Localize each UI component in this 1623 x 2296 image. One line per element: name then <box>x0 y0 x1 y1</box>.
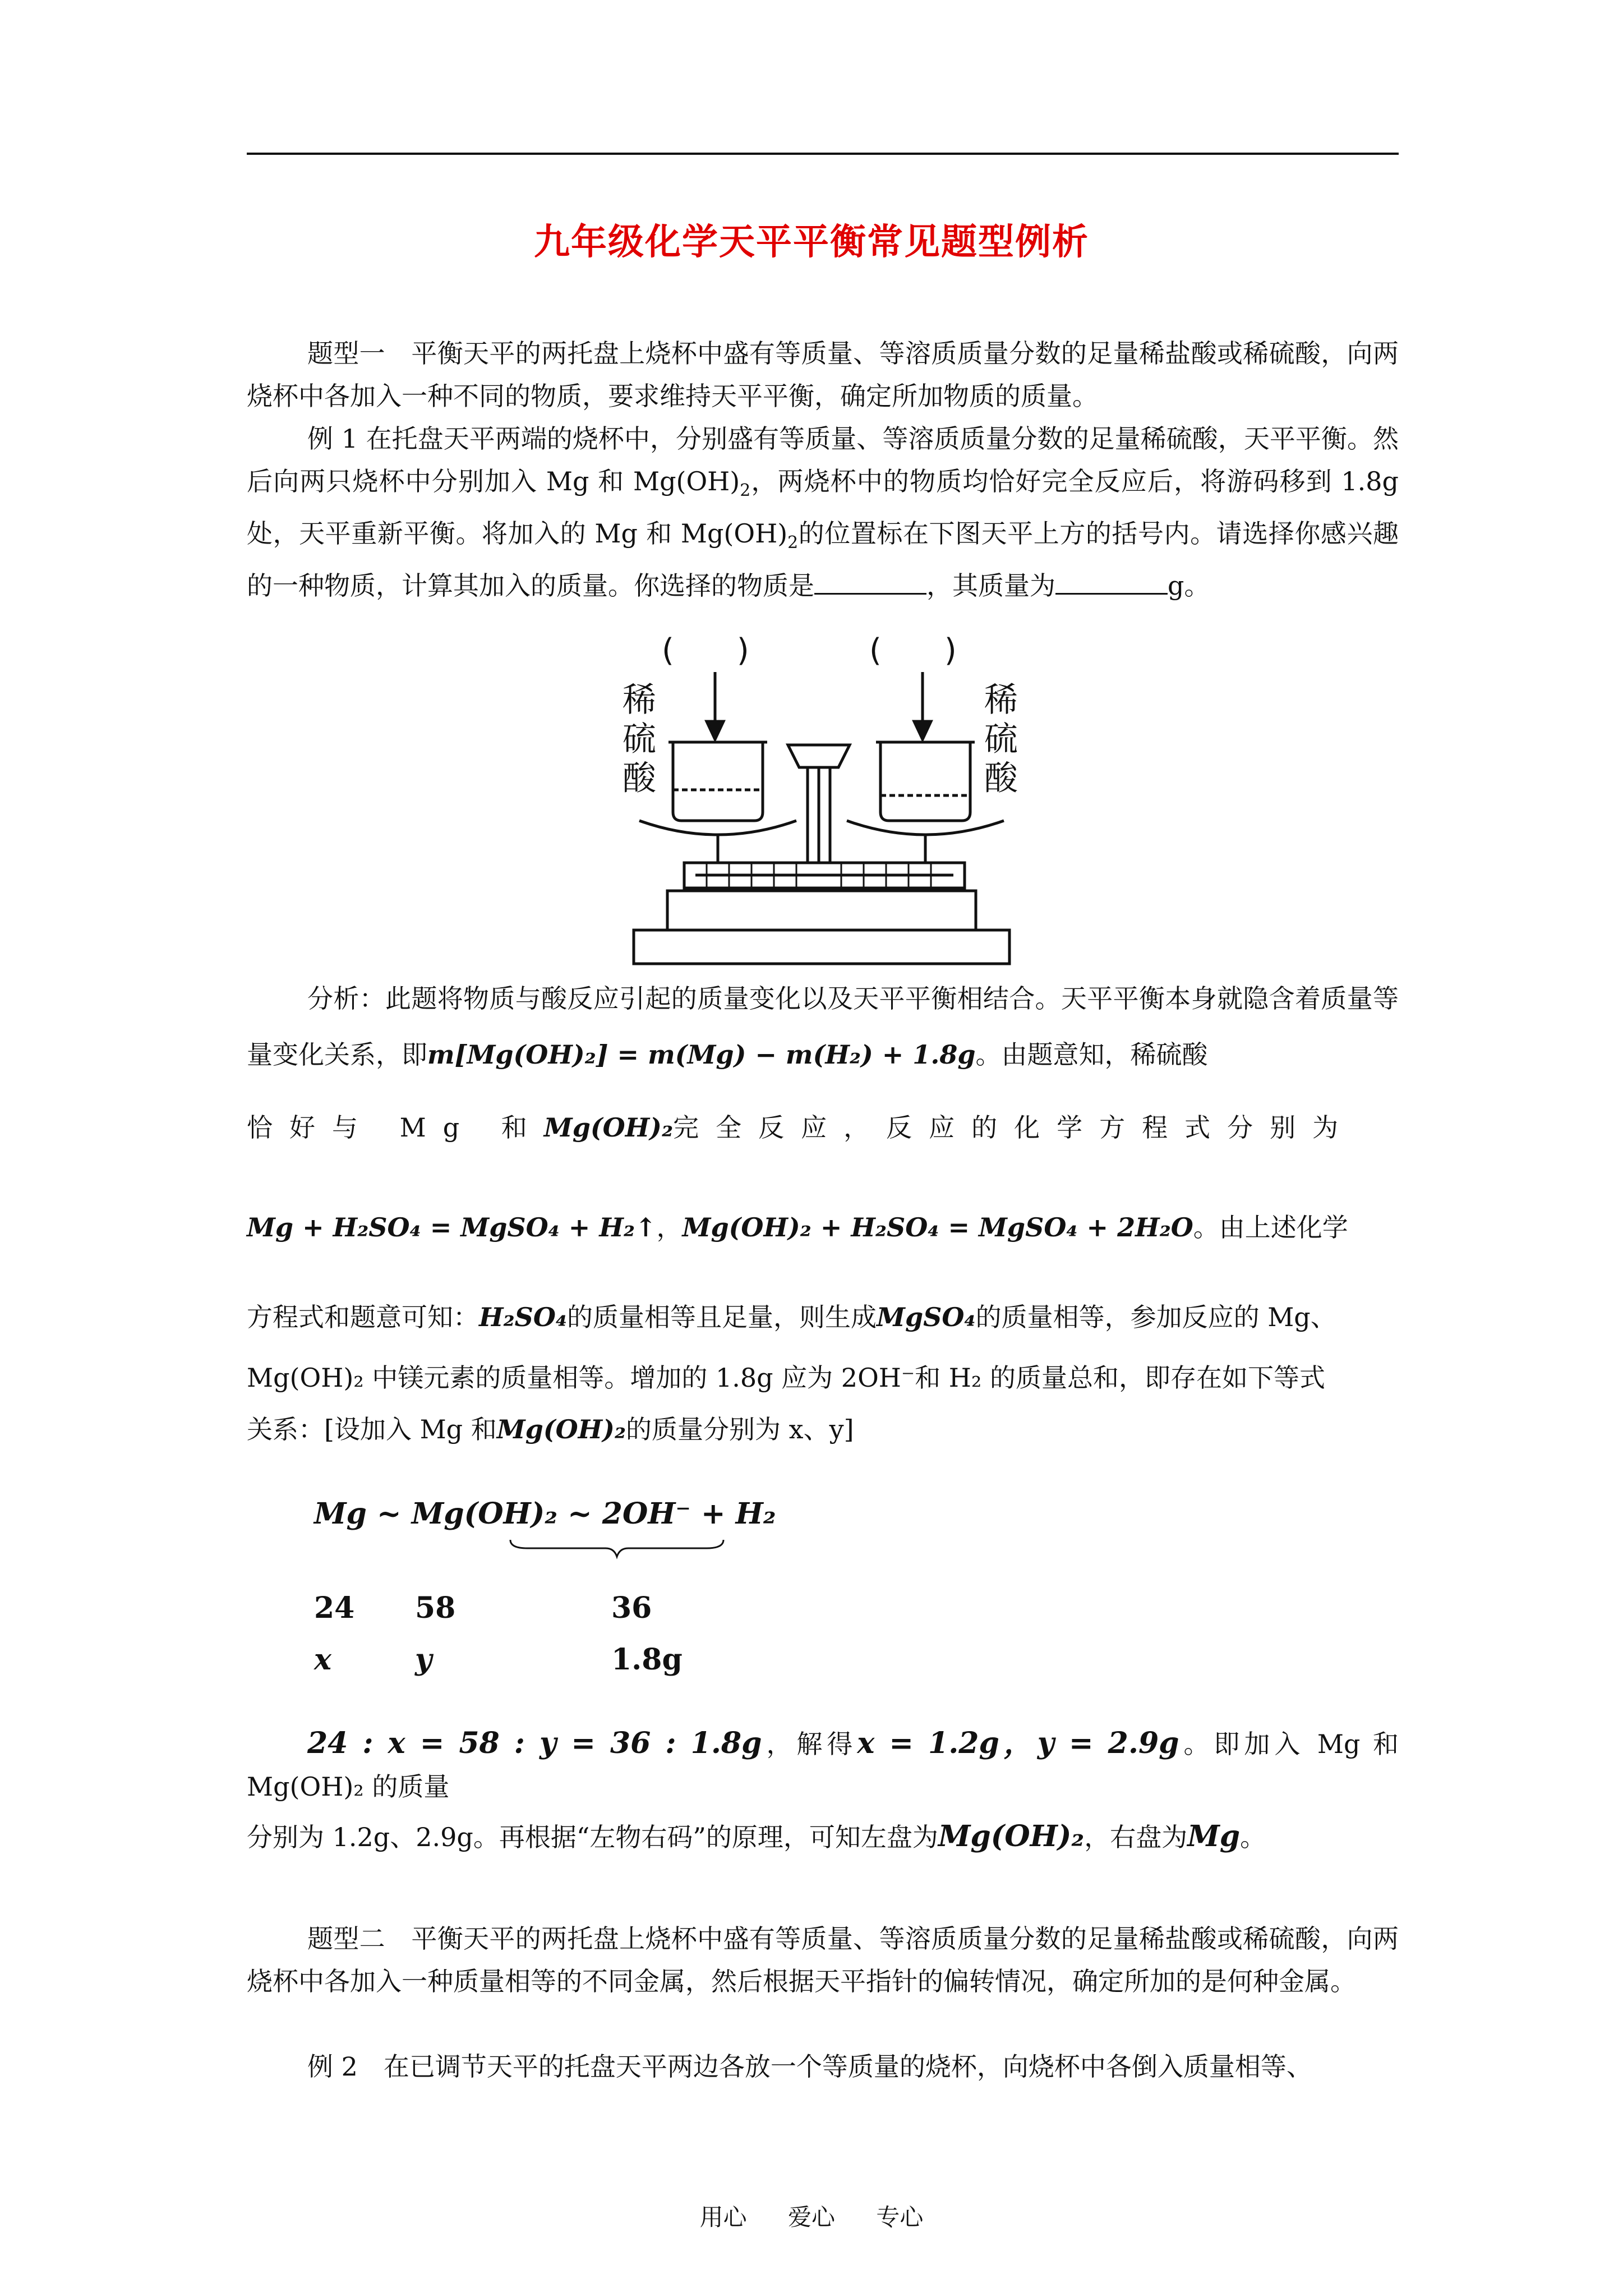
analysis-text-6a: 关系：[设加入 Mg 和 <box>247 1414 497 1444</box>
conclusion-text-b: ，右盘为 <box>1084 1822 1188 1852</box>
page-footer <box>0 2199 1623 2233</box>
type1-paragraph: 题型一 平衡天平的两托盘上烧杯中盛有等质量、等溶质质量分数的足量稀盐酸或稀硫酸，向两烧杯中各加入一种不同的物质，要求维持天平平衡，确定所加物质的质量。 <box>247 338 1399 411</box>
analysis-paragraph-1 <box>247 970 1399 1083</box>
row2-mgoh2: y <box>415 1642 432 1677</box>
analysis-paragraph-4 <box>247 1296 1399 1338</box>
footer-item-2: 爱心 <box>787 2203 835 2231</box>
left-label: 稀硫酸 <box>623 680 656 798</box>
analysis-paragraph-6 <box>247 1408 1399 1451</box>
row1-mg: 24 <box>314 1591 355 1625</box>
example1-text-c: 的位置标在下图天平上方的括号内。请选择你感兴趣的一种物质，计算其加入的质量。你选择的物质是 <box>247 518 1399 601</box>
analysis-text-4a: 方程式和题意可知： <box>247 1302 479 1332</box>
analysis-paragraph-3 <box>247 1206 1399 1249</box>
mass-balance-equation: m[Mg(OH)₂] = m(Mg) − m(H₂) + 1.8g <box>427 1039 976 1070</box>
example2-paragraph: 例 2 在已调节天平的托盘天平两边各放一个等质量的烧杯，向烧杯中各倒入质量相等、 <box>307 2051 1312 2082</box>
analysis-paragraph-5: Mg(OH)₂ 中镁元素的质量相等。增加的 1.8g 应为 2OH⁻和 H₂ 的质量总和，即存在如下等式 <box>247 1363 1325 1393</box>
example1-text-a: 例 1 在托盘天平两端的烧杯中，分别盛有等质量、等溶质质量分数的足量稀硫酸，天平平衡。然后向两只烧杯中分别加入 Mg 和 Mg(OH) <box>247 424 1399 496</box>
header-rule <box>247 153 1399 155</box>
conclusion-text-c: 。 <box>1240 1822 1266 1852</box>
analysis-text-2: 恰好与 Mg 和 <box>247 1112 544 1143</box>
analysis-paragraph-2 <box>247 1106 1399 1149</box>
h2so4-formula: H₂SO₄ <box>479 1302 568 1332</box>
left-pan-substance: Mg(OH)₂ <box>938 1819 1085 1853</box>
solution-end: 。即加入 Mg 和 Mg(OH)₂ 的质量 <box>247 1729 1399 1802</box>
row1-mgoh2: 58 <box>415 1591 456 1625</box>
analysis-text-1-end: 。由题意知，稀硫酸 <box>975 1039 1208 1070</box>
analysis-text-6b: 的质量分别为 x、y] <box>626 1414 854 1444</box>
analysis-text-4c: 的质量相等，参加反应的 Mg、 <box>975 1302 1336 1332</box>
mgoh2-formula: Mg(OH)₂ <box>543 1112 674 1143</box>
analysis-text-1: 分析：此题将物质与酸反应引起的质量变化以及天平平衡相结合。天平平衡本身就隐含着质量等量变化关系，即 <box>247 983 1399 1070</box>
right-pan-substance: Mg <box>1187 1819 1241 1853</box>
example1-paragraph: 例 1 在托盘天平两端的烧杯中，分别盛有等质量、等溶质质量分数的足量稀硫酸，天平平衡。然后向两只烧杯中分别加入 Mg 和 $Mg(OH)_2$，两烧杯中的物质均恰好完全反应后，将游码移到 1.8g 处，天平重新平衡。将加入的 Mg 和 $Mg(OH)_2$的位置标在下图天平上方的括号内。请选择你感兴趣的一种物质，计算其加入的质量。你选择的物质是 ，其质量为 g。 <box>247 424 1399 601</box>
answer-blank-mass[interactable] <box>1055 567 1168 595</box>
row2-2oh-h2: 1.8g <box>611 1642 683 1677</box>
row2-mg: x <box>314 1642 332 1677</box>
conclusion-text-a: 分别为 1.2g、2.9g。再根据“左物右码”的原理，可知左盘为 <box>247 1822 938 1852</box>
mass-relation: Mg ~ Mg(OH)₂ ~ 2OH⁻ + H₂ <box>314 1497 776 1531</box>
example1-text-b: ，两烧杯中的物质均恰好完全反应后，将游码移到 1.8g 处，天平重新平衡。将加入的 Mg 和 Mg(OH) <box>247 466 1399 549</box>
mgso4-formula: MgSO₄ <box>877 1302 976 1332</box>
answer-blank-substance[interactable] <box>814 567 926 595</box>
type2-paragraph: 题型二 平衡天平的两托盘上烧杯中盛有等质量、等溶质质量分数的足量稀盐酸或稀硫酸，向两烧杯中各加入一种质量相等的不同金属，然后根据天平指针的偏转情况，确定所加的是何种金属。 <box>247 1924 1399 1996</box>
equation-separator: ， <box>656 1212 683 1243</box>
proportion-equation: 24 : x = 58 : y = 36 : 1.8g <box>307 1726 762 1760</box>
solution-paragraph <box>247 1722 1399 1808</box>
mgoh2-formula-2: Mg(OH)₂ <box>496 1414 626 1444</box>
footer-item-3: 专心 <box>876 2203 924 2231</box>
example1-text-d: ，其质量为 <box>926 570 1055 601</box>
right-parenthesis: ( ) <box>869 632 957 669</box>
solution-mid: ，解得 <box>762 1729 857 1759</box>
example1-text-e: g。 <box>1168 570 1210 601</box>
row1-2oh-h2: 36 <box>611 1591 652 1625</box>
reaction-equation-mg: Mg + H₂SO₄ = MgSO₄ + H₂↑ <box>247 1212 657 1243</box>
solution-result: x = 1.2g，y = 2.9g <box>857 1726 1179 1760</box>
footer-item-1: 用心 <box>699 2203 747 2231</box>
underbrace <box>505 1537 729 1559</box>
balance-illustration <box>617 627 1054 975</box>
analysis-text-3-end: 。由上述化学 <box>1193 1212 1348 1243</box>
analysis-text-2-end: 完全反应，反应的化学方程式分别为 <box>673 1112 1355 1143</box>
document-title: 九年级化学天平平衡常见题型例析 <box>534 221 1089 263</box>
balance-figure <box>617 627 1054 975</box>
reaction-equation-mgoh2: Mg(OH)₂ + H₂SO₄ = MgSO₄ + 2H₂O <box>682 1212 1193 1243</box>
left-parenthesis: ( ) <box>662 632 749 669</box>
conclusion-paragraph <box>247 1815 1399 1858</box>
right-label: 稀硫酸 <box>984 680 1018 798</box>
analysis-text-4b: 的质量相等且足量，则生成 <box>567 1302 877 1332</box>
